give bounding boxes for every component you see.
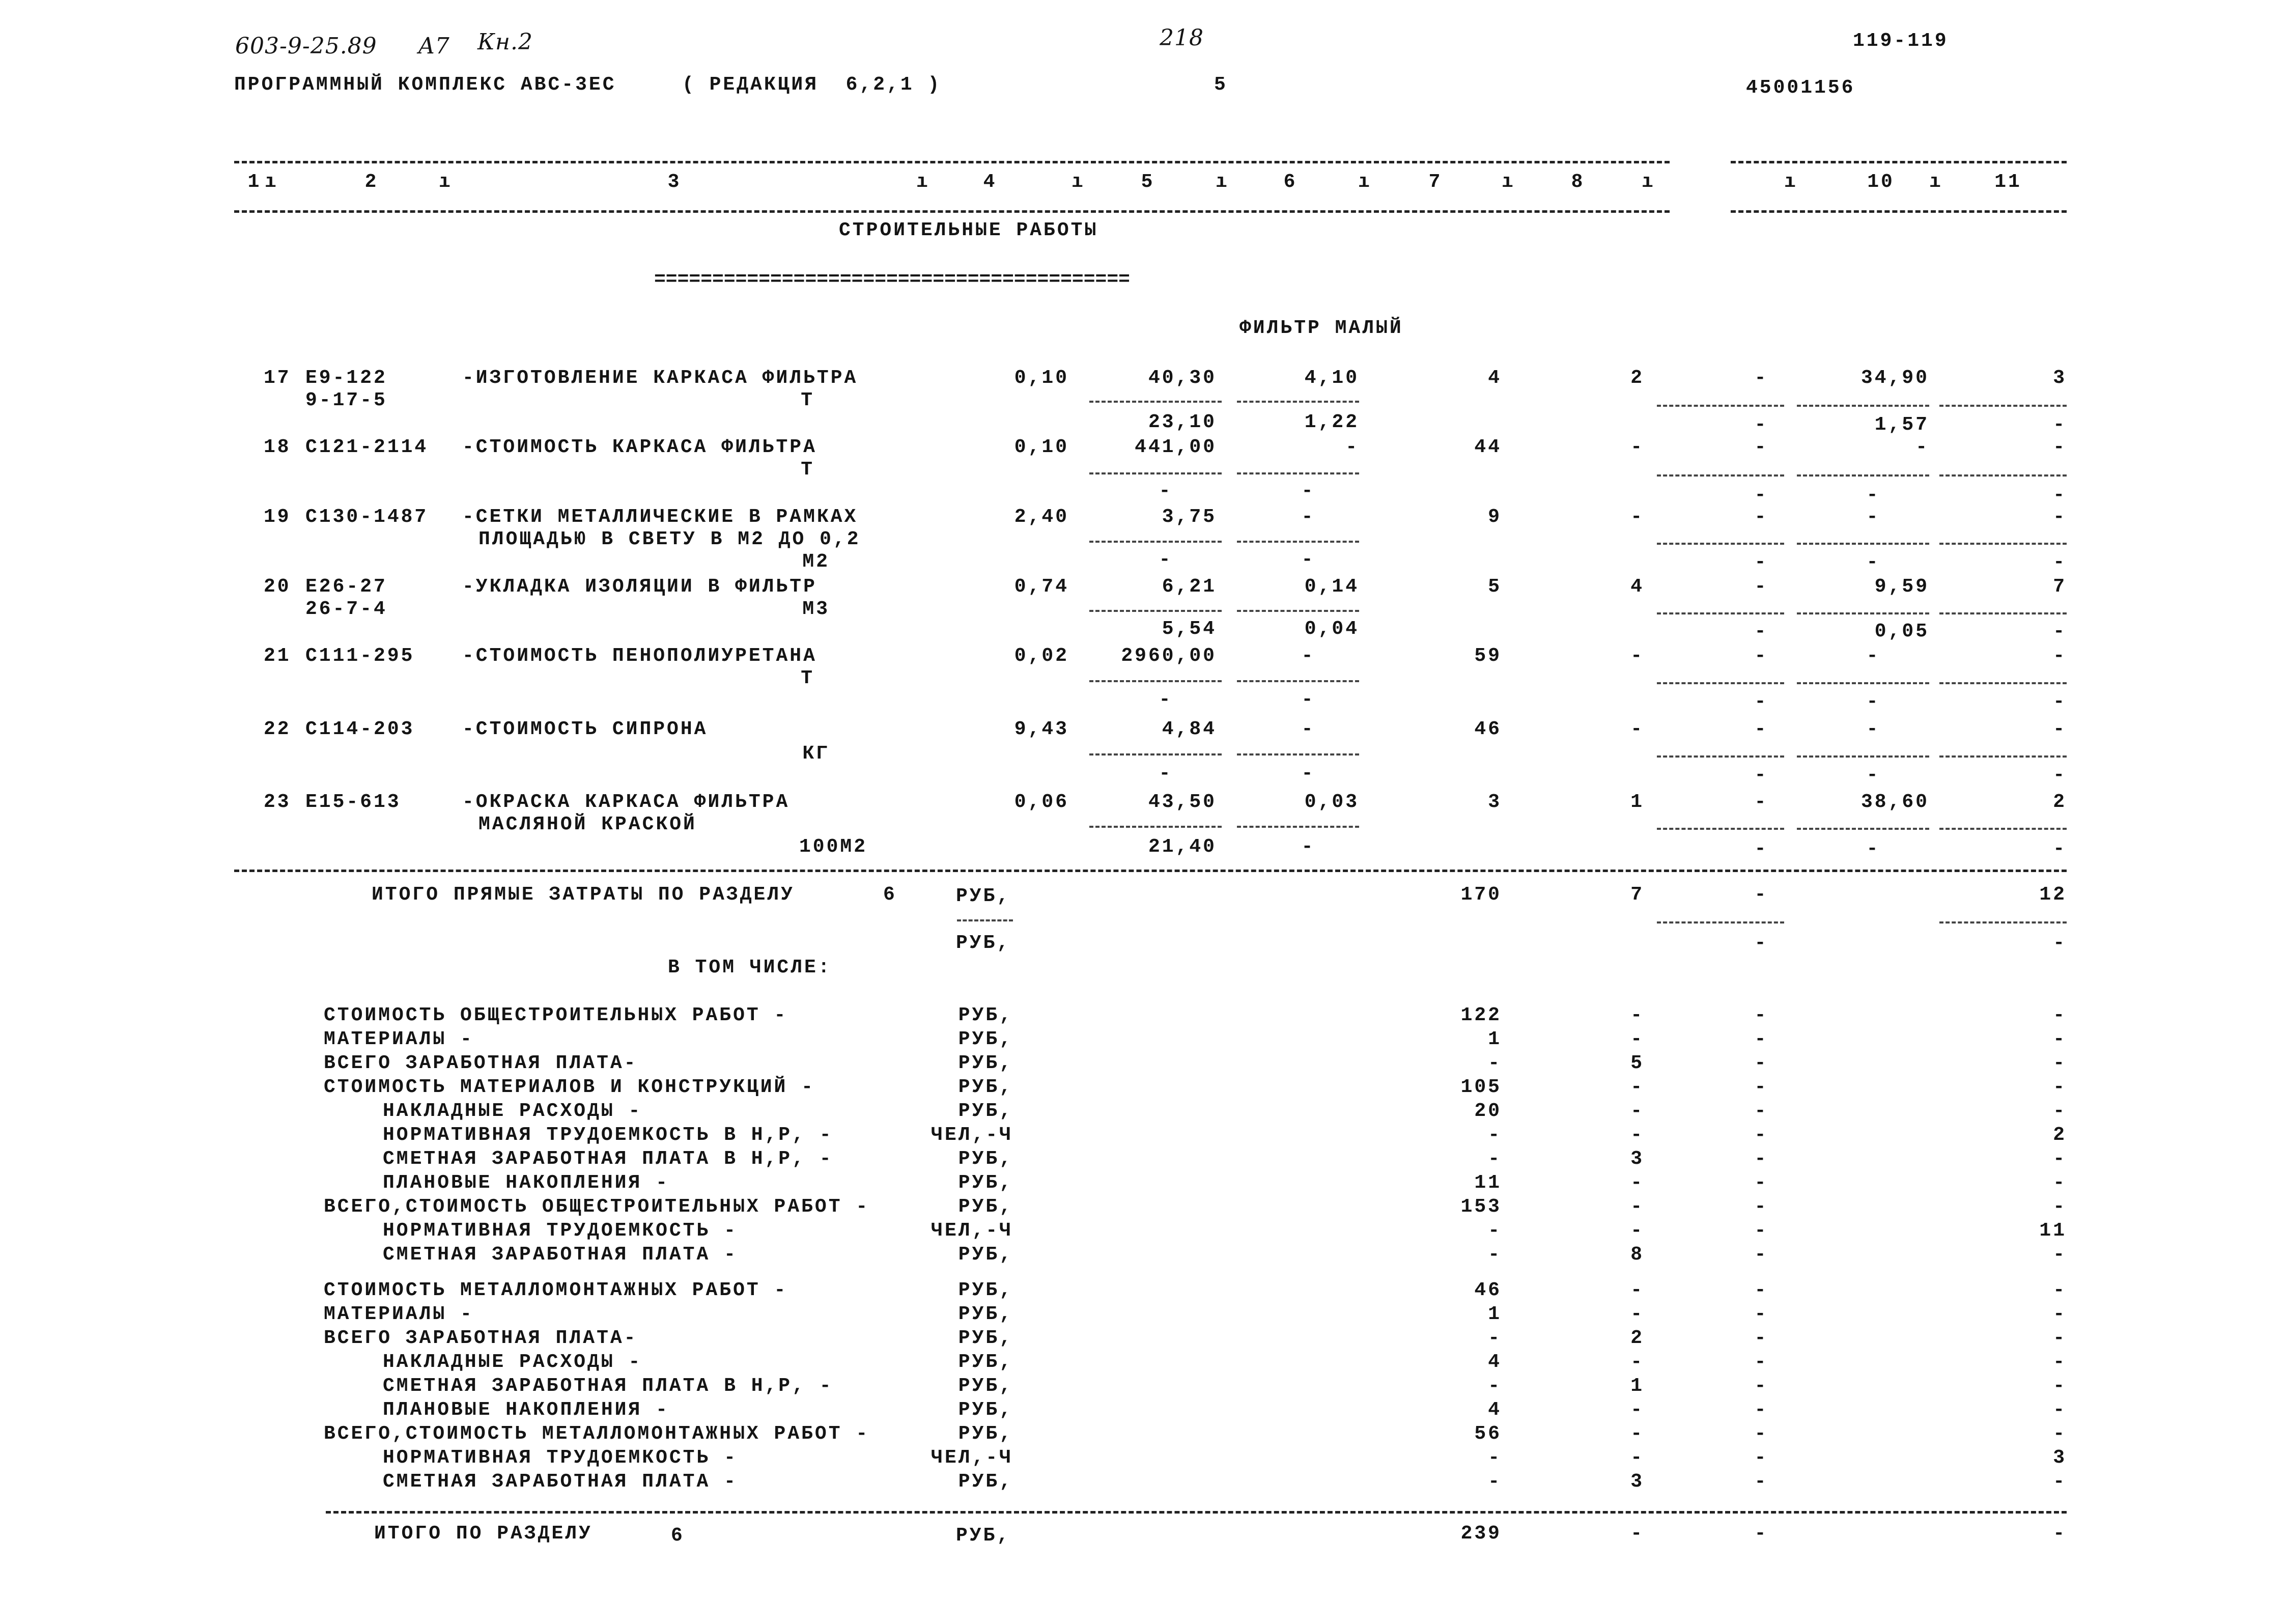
summary-c7: -	[1488, 1327, 1502, 1349]
summary-c9: -	[1754, 1375, 1768, 1397]
row-c5: 3,75	[1162, 506, 1217, 528]
summary-unit: РУБ,	[958, 1028, 1013, 1050]
row-c6: 0,03	[1304, 791, 1359, 813]
row-number: 22	[264, 718, 291, 740]
summary-c7: -	[1488, 1124, 1502, 1146]
program-name: ПРОГРАММНЫЙ КОМПЛЕКС АВС-3ЕС	[234, 74, 616, 96]
summary-c11: -	[2053, 1327, 2067, 1349]
row-c7: 4	[1488, 367, 1502, 389]
section-divider: =========================================	[654, 269, 1130, 291]
row-number: 20	[264, 576, 291, 598]
row-c5-wage: 5,54	[1162, 618, 1217, 640]
summary-label: НОРМАТИВНАЯ ТРУДОЕМКОСТЬ В Н,Р, -	[383, 1124, 833, 1146]
section-number: 5	[1214, 74, 1228, 96]
row-description: -СТОИМОСТЬ СИПРОНА	[462, 718, 708, 740]
total-direct-c9-2: -	[1754, 932, 1768, 954]
row-unit: Т	[801, 389, 814, 411]
summary-c9: -	[1754, 1423, 1768, 1445]
summary-label: ВСЕГО,СТОИМОСТЬ МЕТАЛЛОМОНТАЖНЫХ РАБОТ -	[324, 1423, 870, 1445]
row-c10-wage: -	[1866, 691, 1880, 713]
summary-label: СМЕТНАЯ ЗАРАБОТНАЯ ПЛАТА -	[383, 1244, 738, 1266]
summary-label: МАТЕРИАЛЫ -	[324, 1303, 474, 1325]
row-unit: КГ	[802, 743, 830, 765]
section-total-section: 6	[671, 1525, 685, 1547]
row-c11: 2	[2053, 791, 2067, 813]
row-c7: 59	[1474, 645, 1502, 667]
summary-c11: -	[2053, 1052, 2067, 1074]
summary-unit: ЧЕЛ,-Ч	[931, 1220, 1013, 1242]
page-number: 218	[1160, 25, 1204, 51]
row-c5-wage: -	[1159, 549, 1173, 571]
row-c10: 38,60	[1860, 791, 1929, 813]
summary-c8: -	[1630, 1028, 1644, 1050]
summary-c7: 1	[1488, 1028, 1502, 1050]
summary-c11: -	[2053, 1196, 2067, 1218]
row-description: -УКЛАДКА ИЗОЛЯЦИИ В ФИЛЬТР	[462, 576, 817, 598]
row-code: С114-203	[305, 718, 415, 740]
summary-c11: 2	[2053, 1124, 2067, 1146]
summary-unit: РУБ,	[958, 1004, 1013, 1026]
row-c8: -	[1630, 645, 1644, 667]
summary-c9: -	[1754, 1196, 1768, 1218]
summary-c8: -	[1630, 1100, 1644, 1122]
summary-c7: 105	[1460, 1076, 1502, 1098]
row-qty: 9,43	[1014, 718, 1069, 740]
row-c9: -	[1754, 645, 1768, 667]
row-c6: -	[1345, 436, 1359, 458]
row-c6-wage: 1,22	[1304, 411, 1359, 433]
row-c9-wage: -	[1754, 764, 1768, 786]
summary-c7: -	[1488, 1220, 1502, 1242]
row-c9: -	[1754, 436, 1768, 458]
summary-c8: 1	[1630, 1375, 1644, 1397]
summary-c9: -	[1754, 1076, 1768, 1098]
row-c11: 7	[2053, 576, 2067, 598]
col-1: 1	[247, 171, 262, 193]
section-total-c8: -	[1630, 1523, 1644, 1545]
col-3: 3	[667, 171, 682, 193]
summary-c8: -	[1630, 1351, 1644, 1373]
row-number: 19	[264, 506, 291, 528]
row-c11-wage: -	[2053, 414, 2067, 436]
summary-c11: -	[2053, 1399, 2067, 1421]
summary-c7: 4	[1488, 1351, 1502, 1373]
row-qty: 0,10	[1014, 436, 1069, 458]
summary-c11: -	[2053, 1303, 2067, 1325]
row-c10: 34,90	[1860, 367, 1929, 389]
summary-c8: 5	[1630, 1052, 1644, 1074]
summary-c8: 8	[1630, 1244, 1644, 1266]
row-c5: 2960,00	[1121, 645, 1217, 667]
summary-unit: РУБ,	[958, 1196, 1013, 1218]
summary-c11: -	[2053, 1172, 2067, 1194]
summary-label: СТОИМОСТЬ МАТЕРИАЛОВ И КОНСТРУКЦИЙ -	[324, 1076, 815, 1098]
row-unit: М3	[802, 598, 830, 620]
row-code-2: 9-17-5	[305, 389, 387, 411]
summary-c8: -	[1630, 1172, 1644, 1194]
summary-c7: 1	[1488, 1303, 1502, 1325]
total-direct-c9: -	[1754, 884, 1768, 906]
summary-c9: -	[1754, 1399, 1768, 1421]
row-c10-wage: -	[1866, 764, 1880, 786]
summary-c8: 2	[1630, 1327, 1644, 1349]
summary-c8: -	[1630, 1220, 1644, 1242]
summary-unit: РУБ,	[958, 1172, 1013, 1194]
col-11: 11	[1994, 171, 2022, 193]
document-number: 45001156	[1746, 77, 1855, 99]
row-c5: 43,50	[1148, 791, 1217, 813]
col-8: 8	[1571, 171, 1585, 193]
summary-c9: -	[1754, 1447, 1768, 1469]
total-direct-unit-2: РУБ,	[956, 932, 1011, 954]
summary-c7: -	[1488, 1447, 1502, 1469]
summary-c11: -	[2053, 1375, 2067, 1397]
rule	[234, 161, 1670, 163]
row-c9-wage: -	[1754, 551, 1768, 573]
row-c6-wage: -	[1301, 689, 1315, 711]
summary-unit: РУБ,	[958, 1244, 1013, 1266]
row-c10-wage: -	[1866, 551, 1880, 573]
row-description: -СТОИМОСТЬ КАРКАСА ФИЛЬТРА	[462, 436, 817, 458]
col-6: 6	[1283, 171, 1298, 193]
col-4: 4	[983, 171, 997, 193]
row-c11: -	[2053, 718, 2067, 740]
summary-c7: 153	[1460, 1196, 1502, 1218]
row-c6: -	[1301, 645, 1315, 667]
row-number: 17	[264, 367, 291, 389]
summary-c11: -	[2053, 1148, 2067, 1170]
row-c6-wage: -	[1301, 480, 1315, 502]
row-c10: -	[1866, 506, 1880, 528]
row-c11-wage: -	[2053, 838, 2067, 860]
row-c5: 4,84	[1162, 718, 1217, 740]
row-c6-wage: -	[1301, 836, 1315, 858]
summary-c11: 3	[2053, 1447, 2067, 1469]
row-c6: -	[1301, 718, 1315, 740]
summary-c11: -	[2053, 1471, 2067, 1493]
row-description: -ИЗГОТОВЛЕНИЕ КАРКАСА ФИЛЬТРА	[462, 367, 858, 389]
row-c10: -	[1866, 718, 1880, 740]
row-c5-wage: -	[1159, 763, 1173, 785]
row-c6: 4,10	[1304, 367, 1359, 389]
summary-c9: -	[1754, 1303, 1768, 1325]
summary-c7: 56	[1474, 1423, 1502, 1445]
summary-c8: -	[1630, 1423, 1644, 1445]
row-c5: 6,21	[1162, 576, 1217, 598]
row-c8: 1	[1630, 791, 1644, 813]
row-code: Е9-122	[305, 367, 387, 389]
summary-c8: -	[1630, 1279, 1644, 1301]
summary-c8: -	[1630, 1303, 1644, 1325]
summary-c9: -	[1754, 1052, 1768, 1074]
rule	[234, 210, 1670, 213]
summary-unit: РУБ,	[958, 1327, 1013, 1349]
row-c9: -	[1754, 506, 1768, 528]
summary-c7: 20	[1474, 1100, 1502, 1122]
row-c5-wage: 21,40	[1148, 836, 1217, 858]
summary-c9: -	[1754, 1148, 1768, 1170]
rule	[1731, 161, 2067, 163]
row-c9: -	[1754, 367, 1768, 389]
summary-c7: -	[1488, 1052, 1502, 1074]
summary-c9: -	[1754, 1279, 1768, 1301]
row-c8: 4	[1630, 576, 1644, 598]
summary-unit: РУБ,	[958, 1100, 1013, 1122]
rule	[326, 1511, 2067, 1514]
summary-label: СМЕТНАЯ ЗАРАБОТНАЯ ПЛАТА В Н,Р, -	[383, 1148, 833, 1170]
row-c8: -	[1630, 718, 1644, 740]
summary-c11: -	[2053, 1244, 2067, 1266]
row-c10-wage: -	[1866, 484, 1880, 506]
summary-unit: РУБ,	[958, 1375, 1013, 1397]
row-number: 18	[264, 436, 291, 458]
summary-c9: -	[1754, 1100, 1768, 1122]
summary-c8: 3	[1630, 1148, 1644, 1170]
row-c9-wage: -	[1754, 621, 1768, 642]
total-direct-c11: 12	[2039, 884, 2067, 906]
row-c11-wage: -	[2053, 691, 2067, 713]
row-qty: 0,74	[1014, 576, 1069, 598]
summary-c7: 4	[1488, 1399, 1502, 1421]
row-c9: -	[1754, 718, 1768, 740]
summary-c11: -	[2053, 1076, 2067, 1098]
summary-label: ВСЕГО ЗАРАБОТНАЯ ПЛАТА-	[324, 1052, 638, 1074]
row-qty: 0,10	[1014, 367, 1069, 389]
row-code-2: 26-7-4	[305, 598, 387, 620]
summary-label: НАКЛАДНЫЕ РАСХОДЫ -	[383, 1351, 642, 1373]
col-2: 2	[364, 171, 379, 193]
summary-c9: -	[1754, 1028, 1768, 1050]
row-c8: -	[1630, 506, 1644, 528]
row-c6-wage: -	[1301, 549, 1315, 571]
summary-unit: ЧЕЛ,-Ч	[931, 1447, 1013, 1469]
row-c11-wage: -	[2053, 621, 2067, 642]
col-10: 10	[1867, 171, 1895, 193]
row-c11: -	[2053, 436, 2067, 458]
sheet-ref: 119-119	[1853, 30, 1949, 52]
col-7: 7	[1428, 171, 1443, 193]
summary-label: НОРМАТИВНАЯ ТРУДОЕМКОСТЬ -	[383, 1220, 738, 1242]
row-qty: 0,06	[1014, 791, 1069, 813]
row-c8: -	[1630, 436, 1644, 458]
summary-unit: РУБ,	[958, 1423, 1013, 1445]
summary-label: ПЛАНОВЫЕ НАКОПЛЕНИЯ -	[383, 1399, 669, 1421]
summary-label: СТОИМОСТЬ МЕТАЛЛОМОНТАЖНЫХ РАБОТ -	[324, 1279, 788, 1301]
section-total-label: ИТОГО ПО РАЗДЕЛУ	[374, 1523, 593, 1545]
summary-c9: -	[1754, 1124, 1768, 1146]
summary-unit: РУБ,	[958, 1303, 1013, 1325]
summary-c7: 122	[1460, 1004, 1502, 1026]
row-code: С121-2114	[305, 436, 429, 458]
summary-unit: РУБ,	[958, 1399, 1013, 1421]
summary-c9: -	[1754, 1004, 1768, 1026]
summary-label: ВСЕГО,СТОИМОСТЬ ОБЩЕСТРОИТЕЛЬНЫХ РАБОТ -	[324, 1196, 870, 1218]
row-c5-wage: -	[1159, 689, 1173, 711]
summary-c9: -	[1754, 1172, 1768, 1194]
summary-c11: -	[2053, 1028, 2067, 1050]
row-c5-wage: -	[1159, 480, 1173, 502]
summary-label: НАКЛАДНЫЕ РАСХОДЫ -	[383, 1100, 642, 1122]
summary-c7: 46	[1474, 1279, 1502, 1301]
total-direct-unit: РУБ,	[956, 885, 1011, 907]
summary-label: НОРМАТИВНАЯ ТРУДОЕМКОСТЬ -	[383, 1447, 738, 1469]
row-number: 23	[264, 791, 291, 813]
row-unit: Т	[801, 667, 814, 689]
row-c9-wage: -	[1754, 691, 1768, 713]
summary-c8: -	[1630, 1076, 1644, 1098]
rule	[1731, 210, 2067, 213]
row-c9: -	[1754, 791, 1768, 813]
row-c11: 3	[2053, 367, 2067, 389]
row-description: -СТОИМОСТЬ ПЕНОПОЛИУРЕТАНА	[462, 645, 817, 667]
row-c7: 5	[1488, 576, 1502, 598]
summary-c8: -	[1630, 1196, 1644, 1218]
row-code: Е26-27	[305, 576, 387, 598]
summary-label: МАТЕРИАЛЫ -	[324, 1028, 474, 1050]
summary-c8: -	[1630, 1399, 1644, 1421]
summary-c7: -	[1488, 1148, 1502, 1170]
row-c8: 2	[1630, 367, 1644, 389]
row-c6-wage: -	[1301, 763, 1315, 785]
row-c11: -	[2053, 645, 2067, 667]
row-qty: 0,02	[1014, 645, 1069, 667]
row-c7: 44	[1474, 436, 1502, 458]
summary-unit: РУБ,	[958, 1076, 1013, 1098]
document-code: 603-9-25.89	[235, 33, 377, 59]
row-unit: М2	[802, 551, 830, 573]
row-c11-wage: -	[2053, 764, 2067, 786]
total-direct-c8: 7	[1630, 884, 1644, 906]
col-5: 5	[1141, 171, 1155, 193]
row-c10: -	[1915, 436, 1929, 458]
total-direct-c7: 170	[1460, 884, 1502, 906]
total-direct-c11-2: -	[2053, 932, 2067, 954]
row-c10-wage: -	[1866, 838, 1880, 860]
section-total-unit: РУБ,	[956, 1525, 1011, 1547]
summary-c8: -	[1630, 1447, 1644, 1469]
summary-c7: -	[1488, 1471, 1502, 1493]
row-description: -СЕТКИ МЕТАЛЛИЧЕСКИЕ В РАМКАХ	[462, 506, 858, 528]
summary-unit: ЧЕЛ,-Ч	[931, 1124, 1013, 1146]
summary-c9: -	[1754, 1244, 1768, 1266]
edition-label: ( РЕДАКЦИЯ 6,2,1 )	[682, 74, 942, 96]
row-c11: -	[2053, 506, 2067, 528]
row-c9-wage: -	[1754, 838, 1768, 860]
summary-label: ВСЕГО ЗАРАБОТНАЯ ПЛАТА-	[324, 1327, 638, 1349]
row-c7: 46	[1474, 718, 1502, 740]
row-code: С130-1487	[305, 506, 429, 528]
row-c5-wage: 23,10	[1148, 411, 1217, 433]
row-c10-wage: 0,05	[1874, 621, 1929, 642]
summary-unit: РУБ,	[958, 1351, 1013, 1373]
summary-c11: -	[2053, 1423, 2067, 1445]
summary-unit: РУБ,	[958, 1148, 1013, 1170]
row-c5: 441,00	[1135, 436, 1217, 458]
row-c9-wage: -	[1754, 414, 1768, 436]
row-c6: -	[1301, 506, 1315, 528]
summary-c7: -	[1488, 1244, 1502, 1266]
summary-label: ПЛАНОВЫЕ НАКОПЛЕНИЯ -	[383, 1172, 669, 1194]
summary-c7: -	[1488, 1375, 1502, 1397]
summary-c9: -	[1754, 1220, 1768, 1242]
summary-unit: РУБ,	[958, 1471, 1013, 1493]
summary-c9: -	[1754, 1351, 1768, 1373]
summary-c11: 11	[2039, 1220, 2067, 1242]
row-c6-wage: 0,04	[1304, 618, 1359, 640]
summary-c7: 11	[1474, 1172, 1502, 1194]
summary-c11: -	[2053, 1100, 2067, 1122]
row-c10-wage: 1,57	[1874, 414, 1929, 436]
row-c9: -	[1754, 576, 1768, 598]
row-c6: 0,14	[1304, 576, 1359, 598]
row-c7: 9	[1488, 506, 1502, 528]
section-total-c11: -	[2053, 1523, 2067, 1545]
row-c10: -	[1866, 645, 1880, 667]
row-unit: Т	[801, 459, 814, 481]
row-description: -ОКРАСКА КАРКАСА ФИЛЬТРА	[462, 791, 790, 813]
row-description-2: МАСЛЯНОЙ КРАСКОЙ	[478, 814, 697, 835]
row-code: Е15-613	[305, 791, 401, 813]
row-qty: 2,40	[1014, 506, 1069, 528]
total-direct-section: 6	[883, 884, 897, 906]
section-title: СТРОИТЕЛЬНЫЕ РАБОТЫ	[839, 219, 1098, 241]
summary-label: СМЕТНАЯ ЗАРАБОТНАЯ ПЛАТА -	[383, 1471, 738, 1493]
row-c5: 40,30	[1148, 367, 1217, 389]
summary-c8: 3	[1630, 1471, 1644, 1493]
subtitle: ФИЛЬТР МАЛЫЙ	[1239, 317, 1403, 339]
row-code: С111-295	[305, 645, 415, 667]
summary-label: СМЕТНАЯ ЗАРАБОТНАЯ ПЛАТА В Н,Р, -	[383, 1375, 833, 1397]
row-unit: 100М2	[799, 836, 868, 858]
total-direct-label: ИТОГО ПРЯМЫЕ ЗАТРАТЫ ПО РАЗДЕЛУ	[372, 884, 795, 906]
summary-unit: РУБ,	[958, 1279, 1013, 1301]
row-c9-wage: -	[1754, 484, 1768, 506]
row-c10: 9,59	[1874, 576, 1929, 598]
album-label: A7	[418, 33, 450, 59]
row-number: 21	[264, 645, 291, 667]
summary-c11: -	[2053, 1279, 2067, 1301]
rule	[234, 870, 2067, 872]
including-label: В ТОМ ЧИСЛЕ:	[668, 957, 832, 978]
summary-c9: -	[1754, 1327, 1768, 1349]
summary-c8: -	[1630, 1124, 1644, 1146]
summary-label: СТОИМОСТЬ ОБЩЕСТРОИТЕЛЬНЫХ РАБОТ -	[324, 1004, 788, 1026]
summary-c9: -	[1754, 1471, 1768, 1493]
row-c11-wage: -	[2053, 484, 2067, 506]
section-total-c7: 239	[1460, 1523, 1502, 1545]
row-description-2: ПЛОЩАДЬЮ В СВЕТУ В М2 ДО 0,2	[478, 528, 861, 550]
summary-unit: РУБ,	[958, 1052, 1013, 1074]
row-c7: 3	[1488, 791, 1502, 813]
book-label: Кн.2	[477, 29, 533, 55]
summary-c11: -	[2053, 1351, 2067, 1373]
section-total-c9: -	[1754, 1523, 1768, 1545]
summary-c8: -	[1630, 1004, 1644, 1026]
summary-c11: -	[2053, 1004, 2067, 1026]
row-c11-wage: -	[2053, 551, 2067, 573]
